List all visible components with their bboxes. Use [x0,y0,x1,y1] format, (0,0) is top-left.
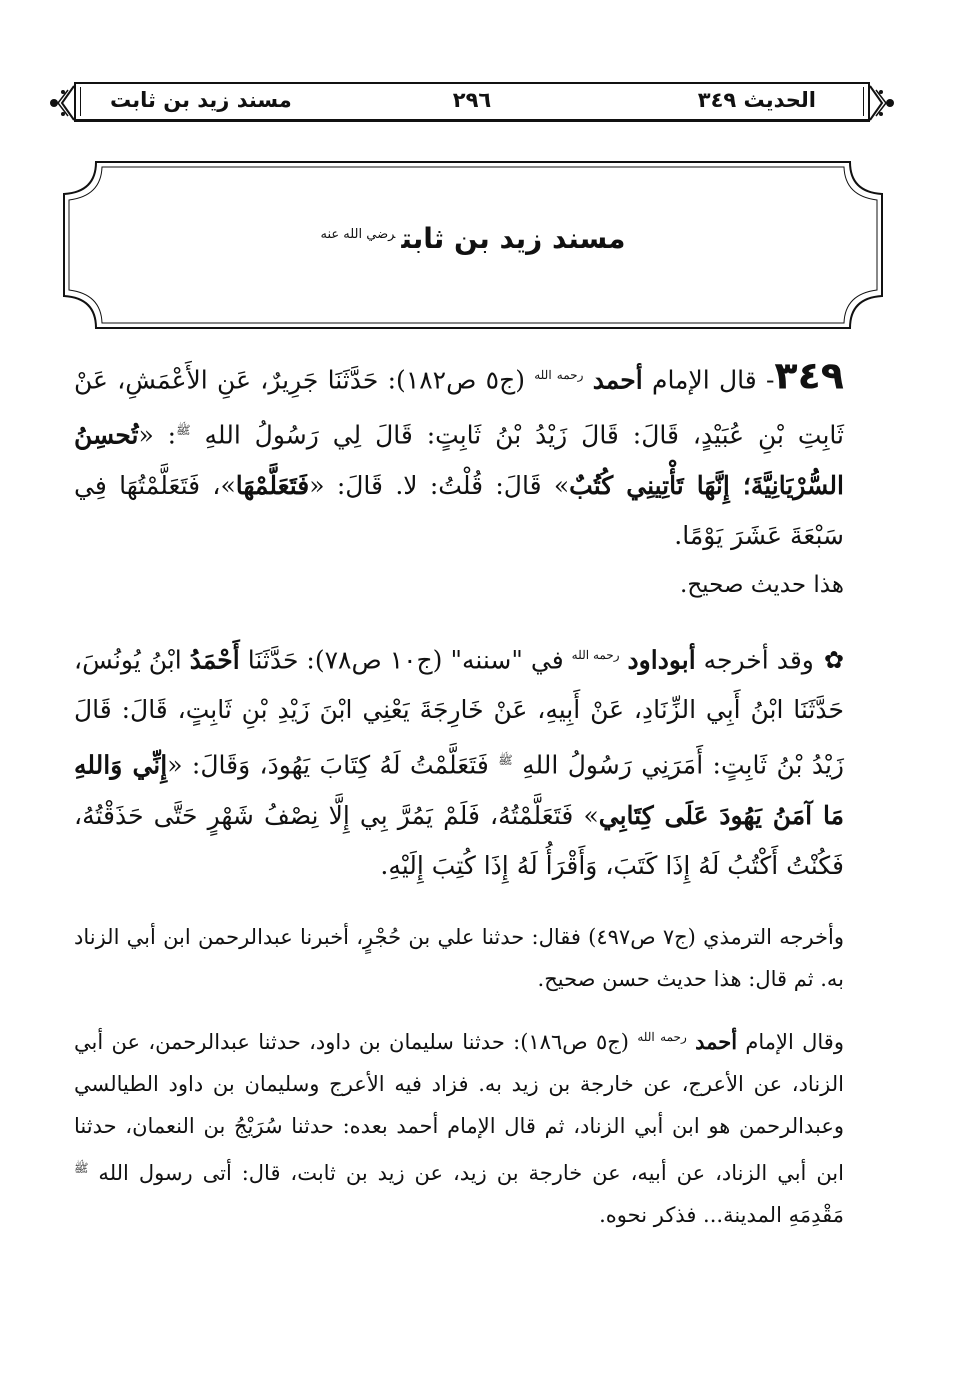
hadith-intro: - قال الإمام [642,365,775,395]
honorific-rahimahu-3: رحمه الله [637,1030,687,1044]
takhrij-ending: » فَتَعَلَّمْتُهُ، فَلَمْ يَمُرَّ بِي إِلَّا نِصْفُ شَهْرٍ حَتَّى حَذَقْتُهُ، فَكُنْتُ أَكْتُبُ لَهُ إِذَا كَتَبَ، وَأَقْرَأُ لَهُ إِذَا كُتِبَ إِلَيْهِ. [74,800,844,880]
grade-prefix: هذا حديث [743,572,844,598]
prophet-quote-3: إِنِّي وَاللهِ مَا آمَنُ يَهُودَ عَلَى كِتَابِي [74,750,844,830]
hadith-ending: »، فَتَعَلَّمْتُهَا فِي سَبْعَةَ عَشَرَ يَوْمًا. [74,470,844,550]
honorific-saw-3: ﷺ [74,1161,89,1175]
imam-name: أحمد [592,365,643,395]
header-book-title: مسند زيد بن ثابت [110,88,292,112]
hadith-grade [680,572,844,598]
prophet-quote-1: تُحسِنُ السُّرْيَانِيَّةَ؛ إِنَّهَا تَأْتِينِي كُتُبٌ [74,420,844,500]
prophet-quote-2: فَتَعَلَّمْهَا [235,470,310,500]
takhrij-text: فَتَعَلَّمْتُ لَهُ كِتَابَ يَهُودَ، وَقَالَ: « [167,750,499,780]
takhrij-tirmidhi [74,916,844,1000]
ornament-right-icon [868,80,896,126]
header-hadith-label: الحديث ٣٤٩ [697,88,816,112]
flower-star-icon: ✿ [823,646,845,675]
honorific-saw-2: ﷺ [498,753,513,768]
takhrij-source: في "سننه" (ج١٠ ص٧٨): حَدَّثَنَا [239,645,572,675]
takhrij-intro: وقد أخرجه [695,645,814,675]
page-number: ٢٩٦ [452,88,492,112]
ornament-left-icon [48,80,76,126]
tirmidhi-text: وأخرجه الترمذي (ج٧ ص٤٩٧) فقال: حدثنا علي بن حُجْرٍ، أخبرنا عبدالرحمن ابن أبي الزناد به. ثم قال: هذا حديث حسن صحيح. [74,925,844,991]
quote-middle: » قَالَ: قُلْتُ: لا. قَالَ: « [309,470,570,500]
grade-word: صحيح. [680,572,744,598]
running-header [52,76,892,130]
takhrij-isnad: ابْنُ يُونُسَ، حَدَّثَنَا ابْنُ أَبِي الزِّنَادِ، عَنْ أَبِيهِ، عَنْ خَارِجَةَ يَعْنِي ابْنَ زَيْدِ بْنِ ثَابِتٍ، قَالَ: قَالَ زَيْدُ بْنُ ثَابِتٍ: أَمَرَنِي رَسُولُ اللهِ [74,645,844,780]
imam-name-2: أحمد [695,1029,738,1054]
quote-open: : « [138,420,177,450]
section-title-box [62,160,884,330]
section-title-text: مسند زيد بن ثابت [401,222,626,255]
ahmad2-text: (ج٥ ص١٨٦): حدثنا سليمان بن داود، حدثنا عبدالرحمن، عن أبي الزناد، عن الأعرج، عن خارجة بن زيد به. فزاد فيه الأعرج وسليمان بن داود الطيالسي وعبدالرحمن هو ابن أبي الزناد، ثم قال الإمام أحمد بعده: حدثنا سُرَيْجُ بن النعمان، حدثنا ابن أبي الزناد، عن أبيه، عن خارجة بن زيد، عن زيد بن ثابت، قال: أتى رسول الله [74,1030,844,1185]
section-title [62,222,884,255]
hadith-isnad: (ج٥ ص١٨٢): حَدَّثَنَا جَرِيرٌ، عَنِ الأَعْمَشِ، عَنْ ثَابِتِ بْنِ عُبَيْدٍ، قَالَ: قَالَ زَيْدُ بْنُ ثَابِتٍ: قَالَ لِي رَسُولُ اللهِ [74,365,844,450]
honorific-rahimahu-2: رحمه الله [571,648,620,662]
hadith-paragraph [74,350,844,561]
narrator-ahmad: أَحْمَدُ [189,645,240,675]
honorific-radiyallahu: رضي الله عنه [320,226,396,242]
honorific-saw: ﷺ [176,423,191,438]
hadith-number: ٣٤٩ [774,353,845,398]
abudawud-name: أبوداود [627,645,696,675]
takhrij-abudawud [74,630,844,891]
honorific-rahimahu: رحمه الله [534,368,584,382]
ahmad2-intro: وقال الإمام [737,1030,844,1054]
ahmad-second-narration [74,1016,844,1236]
ahmad2-ending: مَقْدِمَهِ المدينة... فذكر نحوه. [599,1203,844,1227]
